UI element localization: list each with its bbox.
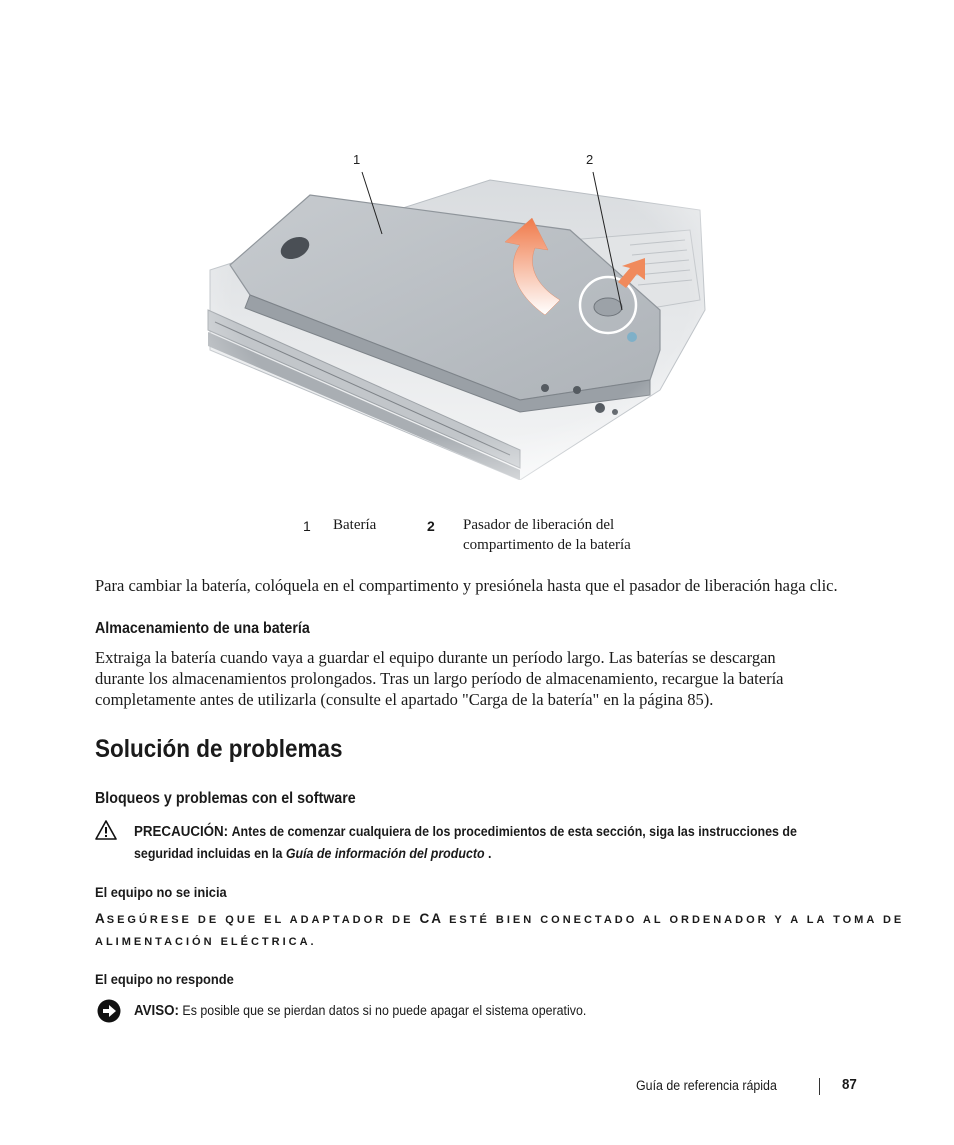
caption-label-2b: compartimento de la batería: [463, 537, 631, 553]
no-start-ca: CA: [419, 911, 444, 926]
footer-title: Guía de referencia rápida: [636, 1078, 777, 1093]
storage-line-2: durante los almacenamientos prolongados. Tras un largo período de almacenamiento, recargue la batería: [95, 669, 784, 688]
footer-separator: [819, 1078, 820, 1095]
no-start-heading: El equipo no se inicia: [95, 884, 227, 900]
callout-2: 2: [586, 152, 594, 167]
notice-note: [134, 1000, 833, 1022]
no-start-cap: A: [95, 911, 107, 926]
storage-line-3: completamente antes de utilizarla (consulte el apartado "Carga de la batería" en la página 85).: [95, 690, 714, 709]
figure-caption: [303, 515, 723, 559]
storage-line-1: Extraiga la batería cuando vaya a guardar el equipo durante un período largo. Las baterías se descargan: [95, 648, 776, 667]
caption-num-2: 2: [427, 518, 435, 534]
caption-label-2a: Pasador de liberación del: [463, 517, 615, 533]
laptop-battery-drawing: [190, 150, 730, 480]
notice-arrow-icon: [97, 999, 121, 1028]
caution-doc-title: Guía de información del producto: [285, 846, 485, 861]
page-title: Solución de problemas: [95, 735, 343, 763]
callout-1: 1: [353, 152, 361, 167]
intro-paragraph: Para cambiar la batería, colóquela en el compartimento y presiónela hasta que el pasador de liberación haga clic.: [95, 576, 838, 595]
page-number: 87: [842, 1077, 857, 1093]
no-start-text-1-end: ESTÉ BIEN CONECTADO AL ORDENADOR Y A LA TOMA DE: [443, 914, 905, 926]
caption-num-1: 1: [303, 518, 311, 534]
no-start-instruction: [95, 908, 915, 953]
notice-text: Es posible que se pierdan datos si no puede apagar el sistema operativo.: [182, 1003, 587, 1018]
no-start-text-2: ALIMENTACIÓN ELÉCTRICA.: [95, 936, 317, 948]
storage-paragraph: [95, 647, 895, 710]
caution-note: [134, 821, 852, 864]
battery-illustration: [190, 150, 730, 480]
storage-heading: Almacenamiento de una batería: [95, 620, 310, 637]
caution-text-1: Antes de comenzar cualquiera de los procedimientos de esta sección, siga las instrucciones de: [231, 824, 797, 839]
caution-label: PRECAUCIÓN:: [134, 824, 229, 840]
notice-label: AVISO:: [134, 1003, 179, 1019]
no-start-text-1: SEGÚRESE DE QUE EL ADAPTADOR DE: [106, 914, 420, 926]
caution-text-2-end: .: [484, 846, 492, 861]
caption-label-1: Batería: [333, 517, 377, 533]
software-heading: Bloqueos y problemas con el software: [95, 790, 356, 807]
warning-triangle-icon: [95, 820, 117, 845]
caution-text-2: seguridad incluidas en la: [134, 846, 286, 861]
no-response-heading: El equipo no responde: [95, 971, 234, 987]
